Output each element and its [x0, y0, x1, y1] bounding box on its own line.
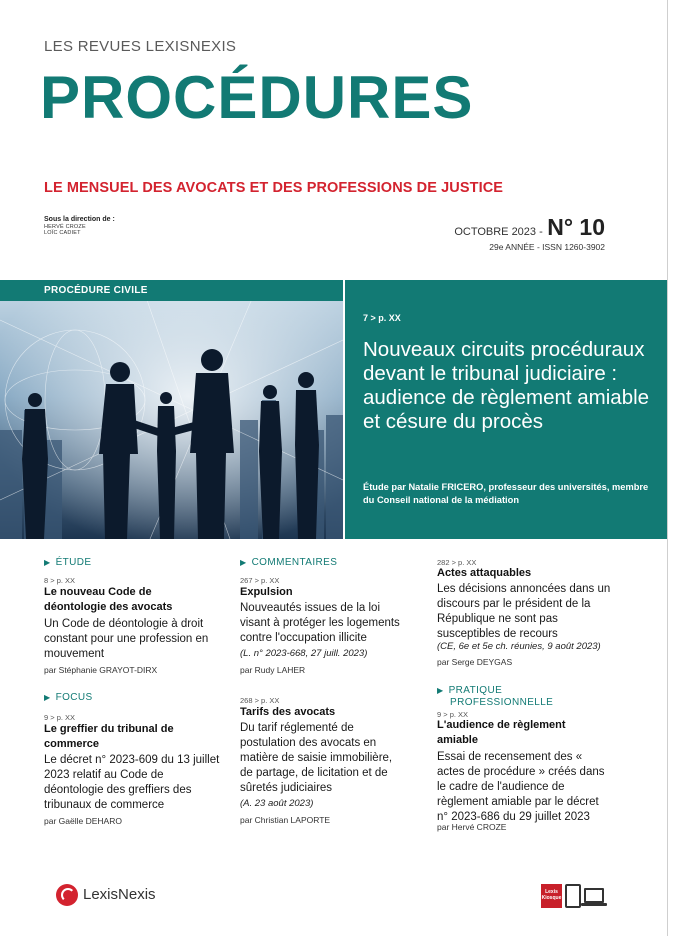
cover-story-author: Étude par Natalie FRICERO, professeur des universités, membre du Conseil national de la médiation: [363, 482, 649, 505]
product-label: Lexis: [545, 889, 558, 895]
issue-number: N° 10: [547, 214, 605, 240]
series-label: LES REVUES LEXISNEXIS: [44, 38, 237, 55]
rubric-focus: [44, 692, 93, 704]
article-author: par Stéphanie GRAYOT-DIRX: [44, 665, 158, 675]
tablet-icon: [565, 884, 581, 908]
director-name: LOÏC CADIET: [44, 230, 81, 237]
cover-story-panel: [345, 280, 667, 539]
rubric-commentaires: [240, 557, 337, 569]
article-heading[interactable]: Le greffier du tribunal de commerce: [44, 723, 174, 750]
laptop-icon: [584, 888, 604, 903]
editorial-direction: [44, 216, 115, 237]
article-summary: Un Code de déontologie à droit constant pour une profession en mouvement: [44, 618, 209, 660]
cover-story-title[interactable]: Nouveaux circuits procéduraux devant le tribunal judiciaire : audience de règlement amiable et césure du procès: [363, 338, 650, 433]
legal-citation: (L. n° 2023-668, 27 juill. 2023): [240, 648, 368, 659]
rubric-label: COMMENTAIRES: [251, 557, 338, 568]
legal-citation: (CE, 6e et 5e ch. réunies, 9 août 2023): [437, 641, 601, 652]
issue-info: [454, 214, 605, 252]
year-issn-text: e ANNÉE - ISSN 1260-3902: [498, 242, 605, 252]
business-silhouettes-image: [0, 280, 343, 539]
rubric-label: PRATIQUE: [448, 685, 503, 696]
rubric-label: FOCUS: [55, 692, 93, 703]
triangle-icon: ▶: [44, 558, 51, 567]
legal-citation: (A. 23 août 2023): [240, 798, 314, 809]
lexisnexis-logo-icon: [56, 884, 78, 906]
lexis-kiosque-icon: [541, 884, 562, 908]
triangle-icon: ▶: [240, 558, 247, 567]
rubric-tag-label: PROCÉDURE CIVILE: [44, 285, 148, 296]
article-heading[interactable]: Expulsion: [240, 586, 293, 598]
journal-subtitle: LE MENSUEL DES AVOCATS ET DES PROFESSIONS DE JUSTICE: [44, 180, 504, 196]
article-heading[interactable]: Actes attaquables: [437, 567, 532, 579]
article-heading[interactable]: Le nouveau Code de déontologie des avocats: [44, 586, 173, 613]
triangle-icon: ▶: [437, 686, 444, 695]
article-summary: Les décisions annoncées dans un discours par le président de la République ne sont pas susceptibles de recours: [437, 583, 611, 640]
triangle-icon: ▶: [44, 693, 51, 702]
year-number: 29: [489, 242, 499, 252]
rubric-label: PROFESSIONNELLE: [450, 697, 554, 708]
article-summary: Du tarif réglementé de postulation des avocats en matière de saisie immobilière, de partage, de licitation et de sûretés judiciaires: [240, 722, 393, 794]
article-heading[interactable]: Tarifs des avocats: [240, 706, 336, 718]
article-author: par Gaëlle DEHARO: [44, 816, 122, 826]
journal-title: PROCÉDURES: [40, 64, 474, 131]
laptop-base-icon: [581, 903, 607, 906]
publisher-name: LexisNexis: [83, 886, 156, 903]
issue-year-issn: [454, 242, 605, 252]
article-author: par Hervé CROZE: [437, 822, 507, 832]
article-heading[interactable]: L'audience de règlement amiable: [437, 719, 566, 746]
article-author: par Rudy LAHER: [240, 665, 306, 675]
lexis-kiosque-badge: [541, 884, 611, 910]
article-summary: Le décret n° 2023-609 du 13 juillet 2023 relatif au Code de déontologie des greffiers des tribunaux de commerce: [44, 754, 220, 811]
article-author: par Christian LAPORTE: [240, 815, 331, 825]
cover-story[interactable]: [0, 280, 667, 539]
product-label: Kiosque: [541, 895, 562, 901]
director-name: HERVÉ CROZE: [44, 224, 86, 231]
rubric-tag: [0, 280, 343, 301]
article-summary: Nouveautés issues de la loi visant à protéger les logements contre l'occupation illicite: [240, 602, 400, 644]
article-summary: Essai de recensement des « actes de procédure » créés dans le cadre de l'audience de règlement amiable par le décret n° 2023-686 du 29 juillet 2023: [437, 751, 605, 823]
rubric-pratique-professionnelle: [437, 685, 553, 709]
issue-date: OCTOBRE 2023 -: [454, 226, 543, 238]
page-edge: [667, 0, 668, 936]
rubric-label: ÉTUDE: [55, 557, 92, 568]
page-reference: 7 > p. XX: [363, 313, 401, 323]
page-reference: 282 > p. XX: [437, 558, 477, 567]
page-reference: 9 > p. XX: [437, 710, 469, 719]
page-reference: 8 > p. XX: [44, 576, 76, 585]
article-author: par Serge DEYGAS: [437, 657, 513, 667]
page-reference: 267 > p. XX: [240, 576, 280, 585]
page-reference: 9 > p. XX: [44, 713, 76, 722]
rubric-etude: [44, 557, 91, 569]
direction-label: Sous la direction de :: [44, 216, 115, 223]
page-reference: 268 > p. XX: [240, 696, 280, 705]
